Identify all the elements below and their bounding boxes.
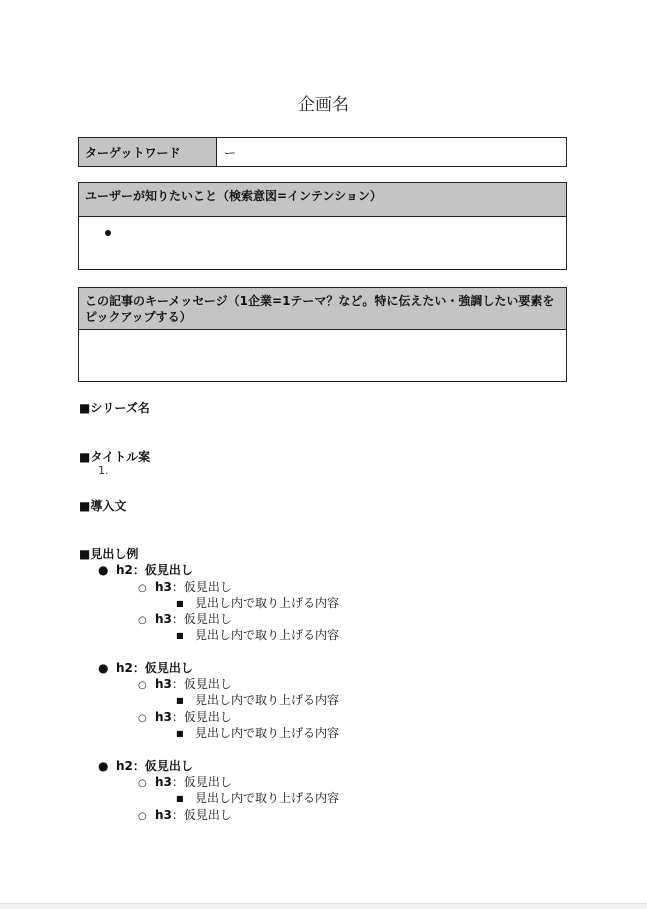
circle-bullet-icon: ○ <box>138 615 147 626</box>
h3-tag: h3 <box>155 580 172 594</box>
h4-text: 見出し内で取り上げる内容 <box>195 596 340 610</box>
h4-text: 見出し内で取り上げる内容 <box>195 628 340 642</box>
bullet-icon: ● <box>98 661 109 675</box>
outline-h3 <box>138 806 232 823</box>
h3-text: ：仮見出し <box>171 612 232 626</box>
target-word-row <box>78 137 567 167</box>
series-name-heading: ■シリーズ名 <box>79 401 150 415</box>
h4-text: 見出し内で取り上げる内容 <box>195 693 340 707</box>
outline-h2 <box>98 561 193 578</box>
outline-h4 <box>176 789 339 806</box>
page-title: 企画名 <box>298 95 349 115</box>
h3-tag: h3 <box>155 710 172 724</box>
title-idea-heading: ■タイトル案 <box>79 450 151 464</box>
title-idea-number: 1. <box>98 464 109 477</box>
h3-tag: h3 <box>155 775 172 789</box>
key-message-box <box>78 287 567 382</box>
outline-h2 <box>98 659 193 676</box>
outline-h4 <box>176 724 339 741</box>
outline-h3 <box>138 610 232 627</box>
target-word-label: ターゲットワード <box>79 138 217 166</box>
h3-text: ：仮見出し <box>171 580 232 594</box>
outline-h4 <box>176 594 339 611</box>
h2-label: h2：仮見出し <box>116 759 193 773</box>
search-intent-heading: ユーザーが知りたいこと（検索意図=インテンション） <box>79 183 566 217</box>
h3-text: ：仮見出し <box>171 808 232 822</box>
circle-bullet-icon: ○ <box>138 778 147 789</box>
h3-text: ：仮見出し <box>171 775 232 789</box>
h3-tag: h3 <box>155 677 172 691</box>
h4-text: 見出し内で取り上げる内容 <box>195 791 340 805</box>
circle-bullet-icon: ○ <box>138 680 147 691</box>
headings-example-heading: ■見出し例 <box>79 547 139 561</box>
bullet-icon <box>105 230 111 236</box>
square-bullet-icon: ■ <box>176 794 184 803</box>
h4-text: 見出し内で取り上げる内容 <box>195 726 340 740</box>
circle-bullet-icon: ○ <box>138 713 147 724</box>
search-intent-box <box>78 182 567 270</box>
square-bullet-icon: ■ <box>176 696 184 705</box>
circle-bullet-icon: ○ <box>138 811 147 822</box>
key-message-heading: この記事のキーメッセージ（1企業=1テーマ？など。特に伝えたい・強調したい要素をピックアップする） <box>79 288 566 330</box>
h2-label: h2：仮見出し <box>116 661 193 675</box>
intro-heading: ■導入文 <box>79 499 127 513</box>
outline-h4 <box>176 626 339 643</box>
outline-h2 <box>98 757 193 774</box>
outline-h3 <box>138 708 232 725</box>
h3-text: ：仮見出し <box>171 710 232 724</box>
square-bullet-icon: ■ <box>176 729 184 738</box>
bullet-icon: ● <box>98 563 109 577</box>
square-bullet-icon: ■ <box>176 631 184 640</box>
bullet-icon: ● <box>98 759 109 773</box>
square-bullet-icon: ■ <box>176 599 184 608</box>
h3-tag: h3 <box>155 808 172 822</box>
outline-h3 <box>138 675 232 692</box>
h3-tag: h3 <box>155 612 172 626</box>
h3-text: ：仮見出し <box>171 677 232 691</box>
target-word-value[interactable]: ー <box>224 146 237 160</box>
outline-h4 <box>176 691 339 708</box>
h2-label: h2：仮見出し <box>116 563 193 577</box>
outline-h3 <box>138 578 232 595</box>
outline-h3 <box>138 773 232 790</box>
circle-bullet-icon: ○ <box>138 583 147 594</box>
